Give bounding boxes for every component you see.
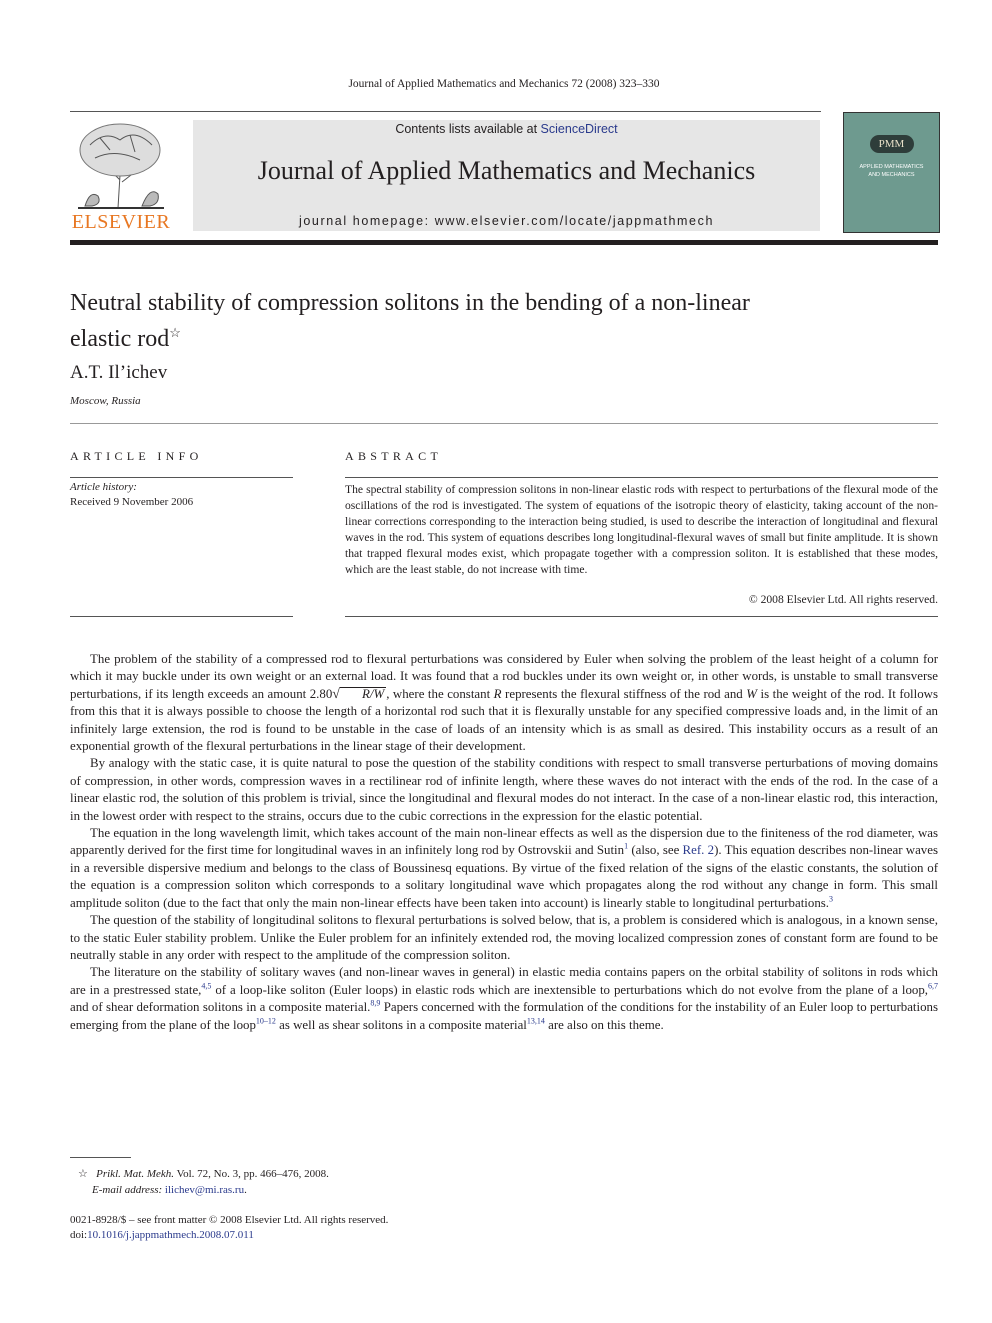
journal-homepage[interactable]: journal homepage: www.elsevier.com/locate/jappmathmech xyxy=(298,214,715,228)
paragraph-5: The literature on the stability of solitary waves (and non-linear waves in general) in elastic media contains papers on the orbital stability of solitons in rods which are in a prestressed state,$^{4,5}$ of a loop-like soliton (Euler loops) in elastic rods which are inextensible to perturbations which do not evolve from the plane of a loop,$^{6,7}$ and of shear deformation solitons in a composite material.$^{8,9}$ Papers concerned with the formulation of the conditions for the instability of an Euler loop to perturbations emerging from the plane of the loop$^{10-12}$ as well as shear solitons in a composite material$^{13,14}$ are also on this theme. xyxy=(70,965,938,1032)
paragraph-1: The problem of the stability of a compressed rod to flexural perturbations was considered by Euler when solving the problem of the least height of a column for which it may buckle under its own weight or an external load. It was found that a rod buckles under its own weight or, in other words, is unstable to small transverse perturbations, if its length exceeds an amount 2.80√ R/W , where the constant R represents the flexural stiffness of the rod and W is the weight of the rod. It follows from this that it is always possible to choose the length of a horizontal rod such that it is flexurally unstable for any specified compressive loads and, in the limit of an infinitely large extension, the rod is found to be unstable in the case of loads of an intensity which is as small as desired. This instability occurs as a result of an exponential growth of the flexural perturbations in the linear stage of their development. xyxy=(70,652,938,754)
article-info-bottom-rule xyxy=(70,616,293,617)
article-history-label: Article history: xyxy=(70,481,137,493)
journal-cover-thumbnail xyxy=(843,112,940,233)
section-rule xyxy=(70,423,938,424)
abstract-copyright: © 2008 Elsevier Ltd. All rights reserved. xyxy=(748,593,938,606)
article-title: Neutral stability of compression solitons in the bending of a non-linear elastic rod☆ xyxy=(70,290,750,352)
elsevier-wordmark: ELSEVIER xyxy=(71,211,171,233)
sqrt-expression: R/W xyxy=(340,687,386,701)
journal-citation: Journal of Applied Mathematics and Mechanics 72 (2008) 323–330 xyxy=(348,78,660,90)
ref-link[interactable]: 6,7 xyxy=(928,981,938,991)
header-thick-rule xyxy=(70,240,938,245)
abstract-text: The spectral stability of compression solitons in non-linear elastic rods with respect to perturbations of the flexural mode of the oscillations of the rod is investigated. The system of equations of the isotropic theory of elasticity, taking account of the non-linear corrections corresponding to the interaction being studied, is used to describe the interaction of longitudinal and flexural waves in the rod. This system of equations describes long longitudinal-flexural waves of small but finite amplitude. It is shown that trapped flexural modes exist, which propagate together with a compression soliton. It is established that these modes, which are the least stable, do not increase with time. xyxy=(345,483,938,576)
ref-link[interactable]: 4,5 xyxy=(201,981,212,991)
author-name: A.T. Il’ichev xyxy=(70,362,168,383)
ref-link[interactable]: 1 xyxy=(624,842,629,852)
paragraph-2: By analogy with the static case, it is quite natural to pose the question of the stability conditions with respect to small transverse perturbations of moving domains of compression, in other words, compression waves in a rectilinear rod of infinite length, where these waves do not interact with the ends of the rod. In the case of a linear elastic rod, the solution of this problem is trivial, since the longitudinal and flexural modes do not interact. In the case of a non-linear elastic rod, this interaction, in the lowest order with respect to the strains, occurs due to the cubic corrections in the expression for the elastic potential. xyxy=(70,756,938,823)
email-link[interactable]: ilichev@mi.ras.ru xyxy=(164,1184,245,1196)
ref-link[interactable]: 13,14 xyxy=(526,1016,545,1026)
ref-link[interactable]: 10–12 xyxy=(255,1016,276,1026)
contents-availability: Contents lists available at ScienceDirect xyxy=(395,122,618,136)
article-info-rule xyxy=(70,477,293,478)
cover-line-1: APPLIED MATHEMATICS xyxy=(859,164,924,170)
author-affiliation: Moscow, Russia xyxy=(70,395,141,407)
footnote-mark: ☆ xyxy=(78,1168,88,1180)
journal-title: Journal of Applied Mathematics and Mechanics xyxy=(257,156,756,185)
doi-line: doi:10.1016/j.jappmathmech.2008.07.011 xyxy=(70,1229,254,1241)
footnote-email: E-mail address: ilichev@mi.ras.ru. xyxy=(92,1184,247,1196)
footnote-rule xyxy=(70,1157,131,1158)
paragraph-4: The question of the stability of longitudinal solitons to flexural perturbations is solved below, that is, a problem is considered which is analogous, in a known sense, to the static Euler stability problem. Unlike the Euler problem for an infinitely extended rod, the moving localized compression zones of constant form are found to be neutrally stable in any order with respect to the amplitude of the compression soliton. xyxy=(70,913,938,962)
article-body xyxy=(70,651,938,1034)
paragraph-3: The equation in the long wavelength limit, which takes account of the main non-linear effects as well as the dispersion due to the finiteness of the rod diameter, was apparently derived for the first time for longitudinal waves in an infinitely long rod by Ostrovskii and Sutin$^1$ (also, see Ref. 2). This equation describes non-linear waves in a reversible dispersive medium and belongs to the class of Boussinesq equations. By virtue of the fixed relation of the signs of the elastic constants, the solution of the equation is a compression soliton which corresponds to a solitary longitudinal wave which propagates along the rod without any change in form. This small amplitude soliton (due to the fact that only the main non-linear effects have been taken into account) is linearly stable to longitudinal perturbations.$^3$ xyxy=(70,826,938,910)
doi-link[interactable]: 10.1016/j.jappmathmech.2008.07.011 xyxy=(87,1229,254,1241)
sciencedirect-link[interactable]: ScienceDirect xyxy=(540,122,618,136)
ref-link[interactable]: 3 xyxy=(829,894,834,904)
title-footnote-mark[interactable]: ☆ xyxy=(169,325,181,340)
cover-logo: PMM xyxy=(870,135,914,153)
ref-link[interactable]: Ref. 2 xyxy=(682,843,715,858)
abstract-heading: ABSTRACT xyxy=(345,449,443,463)
header-rule xyxy=(70,111,821,112)
issn-line: 0021-8928/$ – see front matter © 2008 Elsevier Ltd. All rights reserved. xyxy=(70,1214,389,1226)
abstract-bottom-rule xyxy=(345,616,938,617)
ref-link[interactable]: 8,9 xyxy=(370,998,381,1008)
abstract-rule xyxy=(345,477,938,478)
cover-line-2: AND MECHANICS xyxy=(868,172,915,178)
footnote-source: ☆ Prikl. Mat. Mekh. Vol. 72, No. 3, pp. 466–476, 2008. xyxy=(78,1168,329,1180)
received-date: Received 9 November 2006 xyxy=(70,496,194,508)
article-info-heading: ARTICLE INFO xyxy=(70,449,203,463)
